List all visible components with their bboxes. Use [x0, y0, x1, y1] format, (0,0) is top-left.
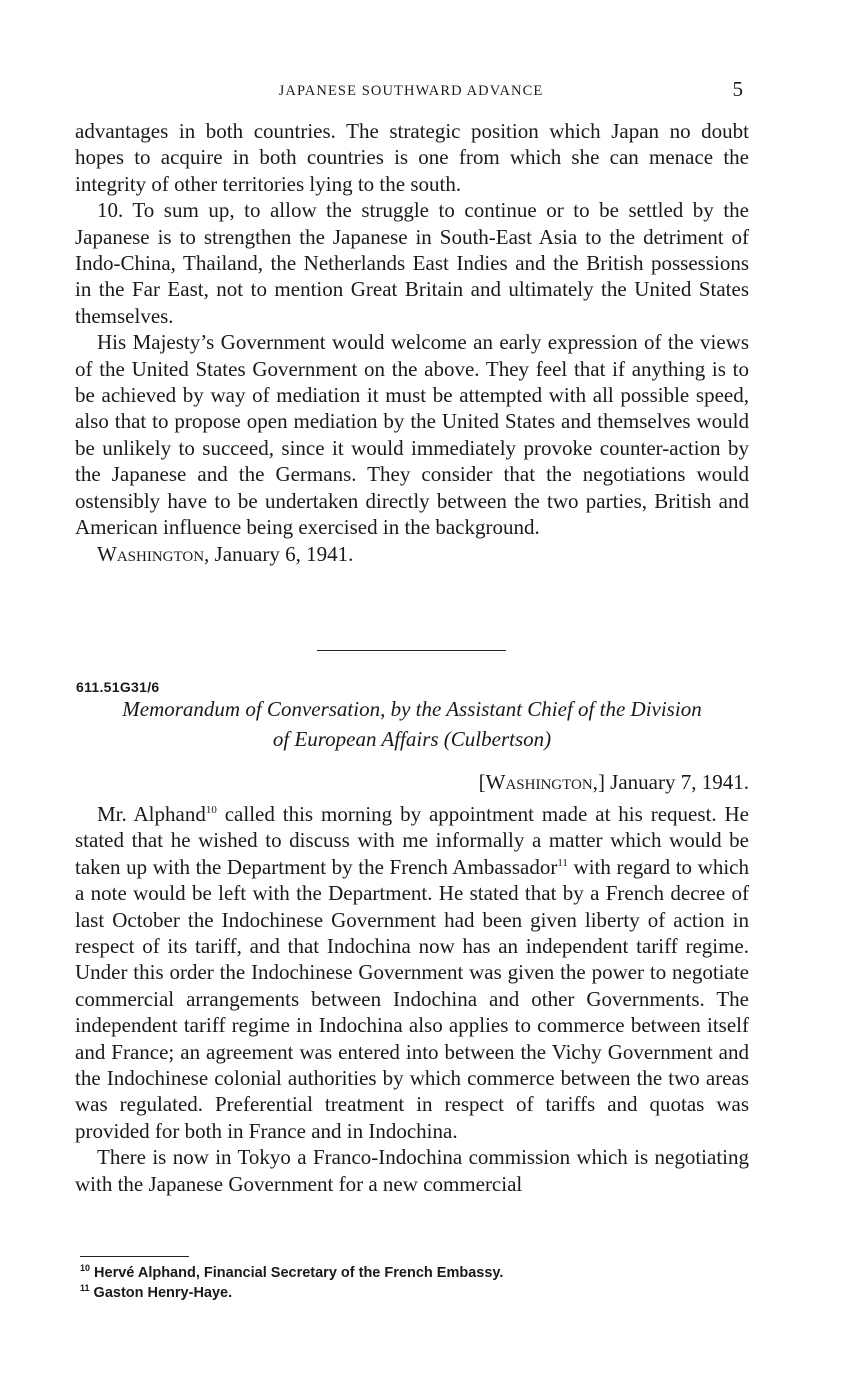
footnote-10-mark: 10 — [80, 1263, 91, 1274]
dateline-place: Washington, — [97, 541, 210, 566]
memo-date — [75, 770, 749, 795]
title-line-2: of European Affairs (Culbertson) — [272, 727, 552, 751]
paragraph-alphand — [75, 801, 749, 1144]
footnote-ref-10[interactable]: 10 — [205, 804, 217, 816]
page-number: 5 — [732, 77, 743, 101]
dateline-date: January 6, 1941. — [209, 541, 354, 566]
section-telegram-body — [75, 118, 749, 567]
footnote-ref-11[interactable]: 11 — [557, 856, 568, 869]
footnote-rule — [80, 1256, 189, 1257]
footnote-10 — [80, 1264, 503, 1284]
section-divider — [317, 650, 506, 651]
footnote-11-mark: 11 — [80, 1282, 90, 1293]
section-memorandum-body — [75, 801, 749, 1197]
running-title: JAPANESE SOUTHWARD ADVANCE — [278, 83, 544, 99]
alphand-text-b: called this morning by appointment made at his request. He stated that he wished to discuss with me informally a matter which would be taken up with the Department by the French Ambassador — [75, 802, 749, 879]
alphand-text-c: with regard to which a note would be left with the Department. He stated that by a French decree of last October the Indochinese Government had been given liberty of action in respect of its tariff, and that Indochina now has an independent tariff regime. Under this order the Indochinese Government was given the power to negotiate commercial arrangements between Indochina and other Governments. The independent tariff regime in Indochina also applies to commerce between itself and France; an agreement was entered into between the Vichy Government and the Indochinese colonial authorities by which commerce between the two areas was regulated. Preferential treatment in respect of tariffs and quotas was provided for both in France and in Indochina. — [75, 854, 749, 1143]
alphand-text-a: Mr. Alphand — [97, 802, 206, 826]
memo-date-place: Washington, — [485, 770, 598, 794]
memo-date-open: [ — [478, 770, 486, 794]
dateline — [75, 541, 749, 567]
running-head — [75, 77, 747, 105]
footnotes — [80, 1264, 503, 1303]
footnote-10-text: Hervé Alphand, Financial Secretary of the French Embassy. — [90, 1265, 504, 1281]
memo-date-rest: ] January 7, 1941. — [597, 770, 749, 794]
paragraph-continuation: advantages in both countries. The strategic position which Japan no doubt hopes to acquire in both countries is one from which she can menace the integrity of other territories lying to the south. — [75, 119, 749, 196]
document-title — [75, 694, 749, 754]
file-number: 611.51G31/6 — [76, 679, 160, 695]
title-line-1: Memorandum of Conversation, by the Assistant Chief of the Division — [122, 697, 702, 721]
footnote-11-text: Gaston Henry-Haye. — [89, 1284, 233, 1301]
paragraph-tokyo: There is now in Tokyo a Franco-Indochina commission which is negotiating with the Japanese Government for a new commercial — [75, 1145, 749, 1196]
footnote-11 — [80, 1284, 503, 1304]
paragraph-majesty: His Majesty’s Government would welcome an early expression of the views of the United States Government on the above. They feel that if anything is to be achieved by way of mediation it must be attempted with all possible speed, also that to propose open mediation by the United States and themselves would be unlikely to succeed, since it would immediately provoke counter-action by the Japanese and the Germans. They consider that the negotiations would ostensibly have to be undertaken directly between the two parties, British and American influence being exercised in the background. — [75, 330, 749, 540]
paragraph-10: 10. To sum up, to allow the struggle to continue or to be settled by the Japanese is to strengthen the Japanese in South-East Asia to the detriment of Indo-China, Thailand, the Netherlands East Indies and the British possessions in the Far East, not to mention Great Britain and ultimately the United States themselves. — [75, 198, 749, 328]
